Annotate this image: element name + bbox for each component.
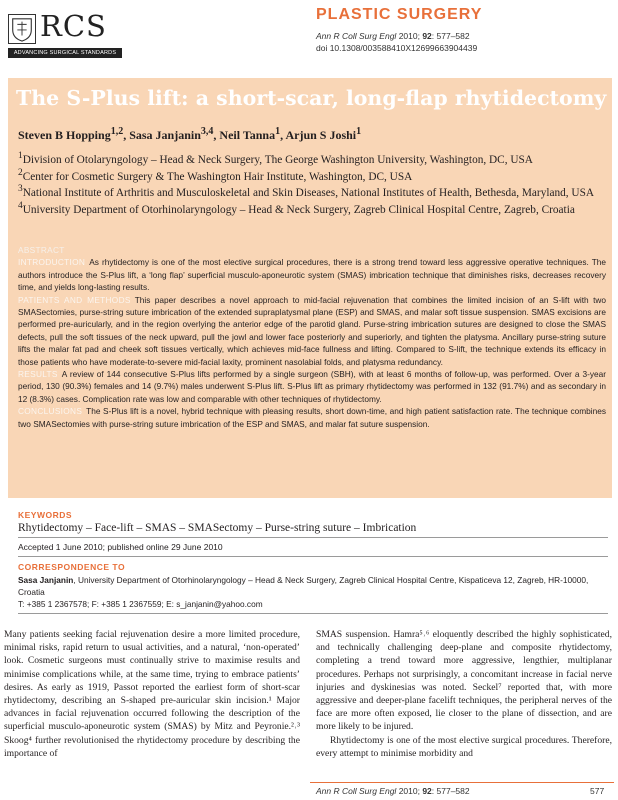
affiliations (18, 150, 608, 216)
divider (18, 556, 608, 557)
abstract-section: RESULTS A review of 144 consecutive S-Plus lifts performed by a single surgeon (SBH), with at least 6 months of follow-up, was performed. Over a 3-year period, 130 (90.3%) females and 14 (9.7%) males underwent S-Plus lift. S-Plus lift as primary rhytidectomy was performed in 132 (91.7%) and as secondary in 12 (8.3%) cases. Complication rate was low and comparable with other techniques of rhytidectomy. (18, 369, 606, 404)
affiliation: $^1$Division of Otolaryngology – Head & Neck Surgery, The George Washington University, Washington, DC, USA (18, 151, 533, 166)
body-paragraph: SMAS suspension. Hamra⁵˒⁶ eloquently described the highly sophisticated, and technically challenging deep-plane and composite rhytidectomy, completing a trend toward more aggressive, lengthier, multiplanar procedures. Perhaps not surprisingly, a concomitant increase in facial nerve injuries and dyskinesias was noted. Seckel⁷ reported that, with more aggressive and deeper-plane facelift techniques, the peripheral nerves of the face are more often exposed, lie closer to the plane of dissection, and are more likely to be injured. (316, 629, 612, 733)
body-paragraph: Many patients seeking facial rejuvenation desire a more limited procedure, minimal risks, rapid return to usual activities, and a natural, ‘non-operated’ look. Cosmetic surgeons must continually strive to maximise results and minimise complications while, at the same time, trying to embrace patients’ desires. As early as 1919, Passot reported the earliest form of short-scar rhytidectomy, describing an S-shaped pre-auricular skin incision.¹ Major advances in facial rejuvenation occurred following the description of the superficial musculo-aponeurotic system (SMAS) by Mitz and Peyronie.²˒³ Skoog⁴ further revolutionised the rhytidectomy procedure by describing the importance of (4, 629, 300, 759)
author: Steven B Hopping (18, 128, 111, 142)
rcs-logo (8, 9, 120, 56)
affiliation: $^2$Center for Cosmetic Surgery & The Washington Hair Institute, Washington, DC, USA (18, 167, 413, 183)
accepted-date: Accepted 1 June 2010; published online 29 June 2010 (18, 542, 223, 552)
journal-pages: : 577–582 (431, 31, 470, 41)
journal-volume: 92 (422, 31, 432, 41)
correspondence-heading: CORRESPONDENCE TO (18, 562, 126, 572)
author: Arjun S Joshi (285, 128, 357, 142)
logo-subtitle: ADVANCING SURGICAL STANDARDS (8, 48, 122, 58)
contact-details: T: +385 1 2367578; F: +385 1 2367559; E: s_janjanin@yahoo.com (18, 599, 263, 609)
abstract-label: PATIENTS AND METHODS (18, 294, 131, 305)
logo-text: RCS (40, 9, 107, 43)
abstract-heading: ABSTRACT (18, 245, 65, 255)
author-sup: 1 (275, 126, 281, 137)
abstract (18, 244, 606, 430)
body-left-column (4, 628, 300, 760)
journal-year: 2010; (396, 31, 423, 41)
author-sup: 1 (356, 126, 362, 137)
journal-name: Ann R Coll Surg Engl (316, 31, 397, 41)
article-title: The S-Plus lift: a short-scar, long-flap rhytidectomy (16, 86, 607, 110)
body-right-column (316, 628, 612, 760)
affiliation: $^3$National Institute of Arthritis and Musculoskeletal and Skin Diseases, National Institutes of Health, Bethesda, Maryland, USA (18, 184, 595, 199)
crest-icon (8, 14, 36, 44)
author: Sasa Janjanin (129, 128, 201, 142)
keywords-heading: KEYWORDS (18, 510, 73, 520)
abstract-label: INTRODUCTION (18, 257, 86, 268)
author: Neil Tanna (219, 128, 276, 142)
abstract-section: PATIENTS AND METHODS This paper describes a novel approach to mid-facial rejuvenation that combines the limited incision of an S-lift with two SMASectomies, purse-string suture imbrication of the extended supraplatysmal plane (ESP) and SMAS, and malar soft tissue suspension. SMAS excisions are performed pre-auricularly, and in the region overlying the anterior edge of the parotid gland. Purse-string imbrication sutures are designed to close the SMAS defects, pull the soft tissues of the neck upward, pull the jowl and lower face posteriorly and superiorly, and tighten the platysma. Ancillary purse-string suture lifts the malar fat pad and cheek soft tissues vertically, which achieves mid-face fullness and lifting. Compared to S-lift, the technique extends its efficacy in those patients who have moderate-to-severe mid-facial laxity, prominent nasolabial folds, and platysma redundancy. (18, 294, 606, 367)
page-number: 577 (590, 786, 605, 796)
abstract-panel (8, 78, 612, 498)
abstract-label: RESULTS (18, 369, 58, 380)
author-list: Steven B Hopping$^{1,2}$, Sasa Janjanin$^{3,4}$, Neil Tanna$^1$, Arjun S Joshi$^1$ (18, 126, 362, 142)
section-title: PLASTIC SURGERY (316, 6, 483, 23)
doi: doi 10.1308/003588410X12699663904439 (316, 43, 478, 53)
correspondence: Sasa Janjanin, University Department of Otorhinolaryngology – Head & Neck Surgery, Zagreb Clinical Hospital Centre, Kispaticeva 12, Zagreb, HR-10000, Croatia T: +385 1 2367578; F: +385 1 2367559; E: s_janjanin@yahoo.com (18, 574, 608, 610)
journal-citation (316, 30, 477, 54)
abstract-label: CONCLUSIONS (18, 406, 83, 417)
author-sup: 1,2 (110, 126, 124, 137)
author-sup: 3,4 (200, 126, 214, 137)
footer-citation: Ann R Coll Surg Engl 2010; 92: 577–582 (316, 786, 470, 796)
keywords: Rhytidectomy – Face-lift – SMAS – SMASectomy – Purse-string suture – Imbrication (18, 522, 417, 534)
divider (18, 537, 608, 538)
abstract-section: CONCLUSIONS The S-Plus lift is a novel, hybrid technique with pleasing results, short down-time, and high patient satisfaction rate. The technique combines two SMASectomies with purse-string suture imbrication of the ESP and SMAS, and malar fat suture suspension. (18, 406, 606, 429)
affiliation: $^4$University Department of Otorhinolaryngology – Head & Neck Surgery, Zagreb Clinical Hospital Centre, Zagreb, Croatia (18, 200, 575, 216)
abstract-section: INTRODUCTION As rhytidectomy is one of the most elective surgical procedures, there is a strong trend toward less aggressive operative techniques. The authors introduce the S-Plus lift, a ‘long flap’ superficial musculo-aponeurotic system (SMAS) imbrication technique that diminishes risks, decreases recovery time, and yields long-lasting results. (18, 257, 606, 293)
footer-rule (310, 782, 614, 783)
correspondence-name: Sasa Janjanin (18, 575, 74, 585)
body-paragraph: Rhytidectomy is one of the most elective surgical procedures. Therefore, every attempt to minimise morbidity and (316, 734, 612, 759)
divider (18, 613, 608, 614)
